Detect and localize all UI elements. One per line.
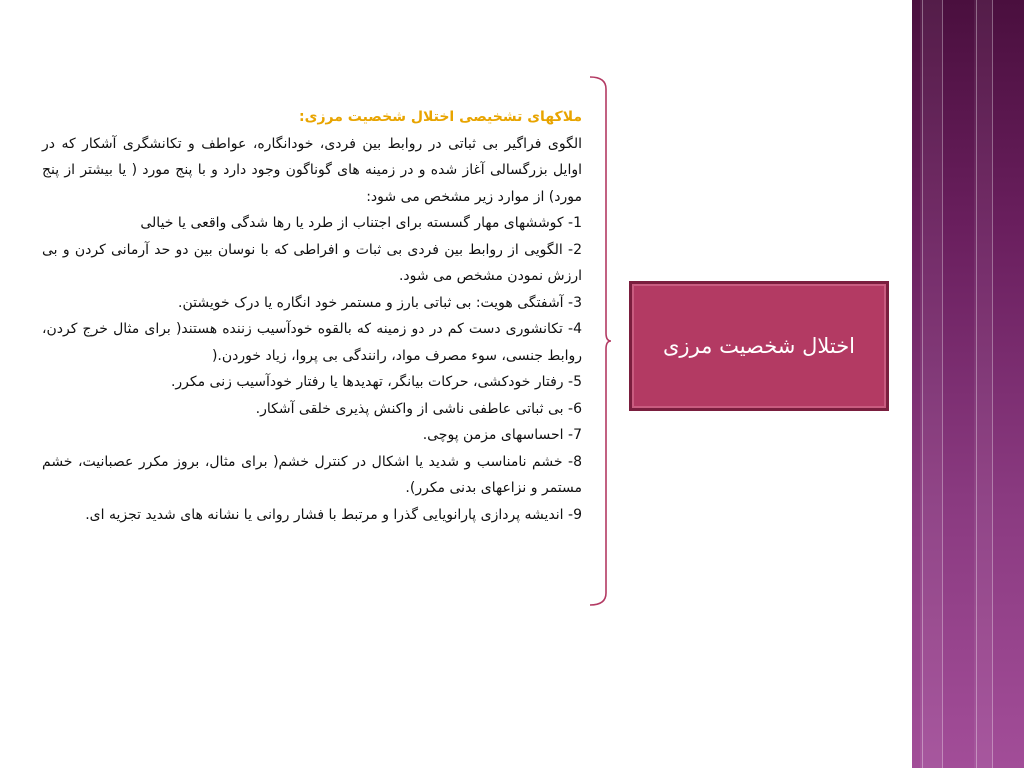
criteria-text-block	[42, 104, 582, 528]
side-decorative-band	[912, 0, 1024, 768]
criterion-item: 2- الگویی از روابط بین فردی بی ثبات و افراطی که با نوسان بین دو حد آرمانی کردن و بی ارزش نمودن مشخص می شود.	[42, 241, 582, 284]
criteria-intro: الگوی فراگیر بی ثباتی در روابط بین فردی، خودانگاره، عواطف و تکانشگری آشکار که در اوایل بزرگسالی آغاز شده و در زمینه های گوناگون وجود دارد و با پنج مورد ( یا بیشتر از پنج مورد) از موارد زیر مشخص می شود:	[42, 135, 582, 205]
criterion-item: 5- رفتار خودکشی، حرکات بیانگر، تهدیدها یا رفتار خودآسیب زنی مکرر.	[170, 374, 582, 390]
slide-title: اختلال شخصیت مرزی	[662, 334, 856, 358]
criterion-item: 4- تکانشوری دست کم در دو زمینه که بالقوه خودآسیب زننده هستند( برای مثال خرج کردن، روابط جنسی، سوء مصرف مواد، رانندگی بی پروا، زیاد خوردن.(	[42, 321, 582, 364]
criterion-item: 8- خشم نامناسب و شدید یا اشکال در کنترل خشم( برای مثال، بروز مکرر عصبانیت، خشم مستمر و نزاعهای بدنی مکرر).	[42, 453, 582, 496]
criterion-item: 7- احساسهای مزمن پوچی.	[422, 427, 582, 443]
bracket-connector	[588, 75, 612, 607]
criteria-heading: ملاکهای تشخیصی اختلال شخصیت مرزی:	[299, 109, 582, 125]
slide-title-box	[629, 281, 889, 411]
criterion-item: 1- کوششهای مهار گسسته برای اجتناب از طرد یا رها شدگی واقعی یا خیالی	[140, 215, 582, 231]
band-stripe	[920, 0, 942, 768]
criterion-item: 9- اندیشه پردازی پارانویایی گذرا و مرتبط با فشار روانی یا نشانه های شدید تجزیه ای.	[85, 506, 582, 523]
band-stripe-line	[976, 0, 977, 768]
criterion-item: 6- بی ثباتی عاطفی ناشی از واکنش پذیری خلقی آشکار.	[255, 400, 582, 417]
band-stripe-line	[992, 0, 993, 768]
criterion-item: 3- آشفتگی هویت: بی ثباتی بارز و مستمر خود انگاره یا درک خویشتن.	[178, 294, 582, 311]
band-stripe-line	[922, 0, 923, 768]
band-stripe-line	[942, 0, 943, 768]
